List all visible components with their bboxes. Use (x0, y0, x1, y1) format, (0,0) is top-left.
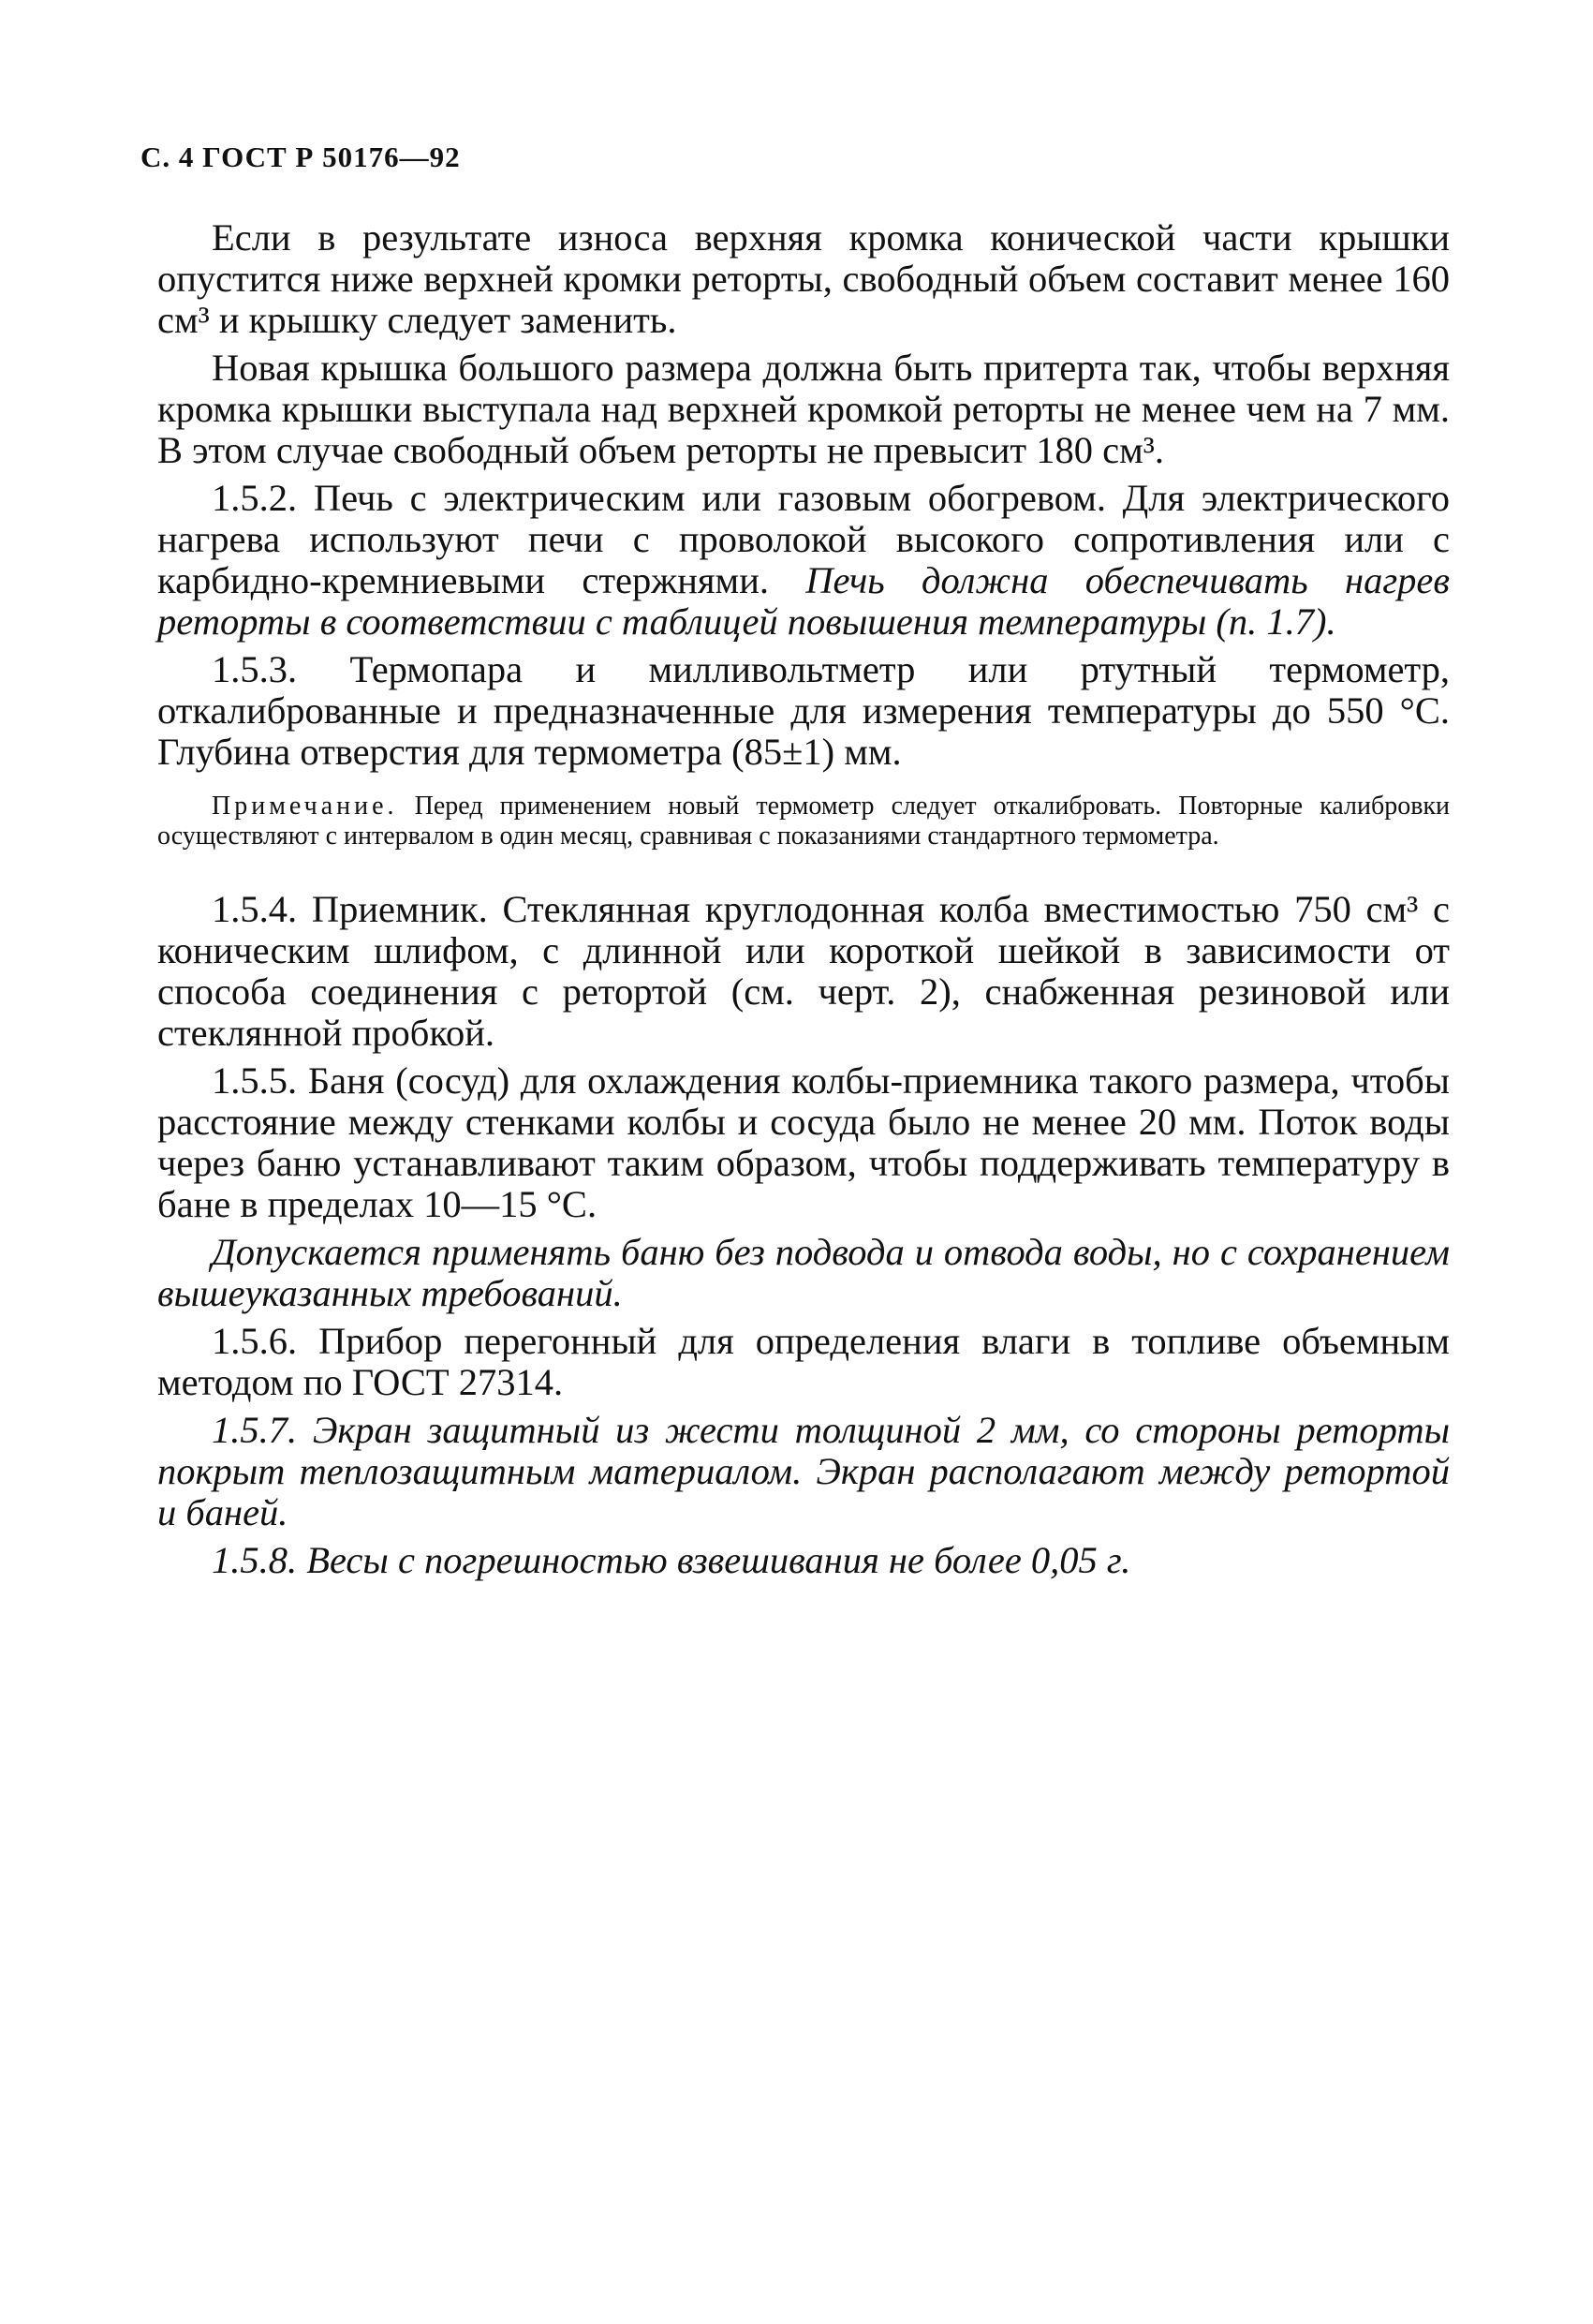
paragraph-1-5-2 (157, 478, 1450, 643)
paragraph-1-5-8: 1.5.8. Весы с погрешностью взвешивания не более 0,05 г. (212, 1539, 1131, 1581)
note (157, 792, 1450, 851)
paragraph-bath-allowance: Допускается применять баню без подвода и отвода воды, но с сохранением вышеуказанных требований. (157, 1231, 1450, 1314)
paragraph-1-5-4: 1.5.4. Приемник. Стеклянная круглодонная колба вместимостью 750 см³ с коническим шлифом, с длинной или короткой шейкой в зависимости от способа соединения с ретортой (см. черт. 2), снабженная резиновой или стеклянной пробкой. (157, 888, 1450, 1054)
paragraph-new-lid: Новая крышка большого размера должна быть притерта так, чтобы верхняя кромка крышки выступала над верхней кромкой реторты не менее чем на 7 мм. В этом случае свободный объем реторты не превысит 180 см³. (157, 347, 1450, 471)
document-body (157, 217, 1450, 1588)
furnace-italic-text: Печь должна обеспечивать нагрев реторты в соответствии с таблицей повышения температуры (п. 1.7). (157, 559, 1450, 643)
paragraph-1-5-7: 1.5.7. Экран защитный из жести толщиной 2 мм, со стороны реторты покрыт теплозащитным материалом. Экран располагают между ретортой и баней. (157, 1409, 1450, 1533)
furnace-text: 1.5.2. Печь с электрическим или газовым обогревом. Для электрического нагрева используют печи с проволокой высокого сопротивления или с карбидно-кремниевыми стержнями. (157, 477, 1450, 601)
paragraph-lid-wear: Если в результате износа верхняя кромка конической части крышки опустится ниже верхней кромки реторты, свободный объем составит менее 160 см³ и крышку следует заменить. (157, 216, 1450, 341)
note-text: Перед применением новый термометр следует откалибровать. Повторные калибровки осуществляют с интервалом в один месяц, сравнивая с показаниями стандартного термометра. (157, 792, 1450, 851)
note-label: Примечание. (212, 792, 398, 821)
paragraph-1-5-6: 1.5.6. Прибор перегонный для определения влаги в топливе объемным методом по ГОСТ 27314. (157, 1320, 1450, 1403)
paragraph-1-5-3: 1.5.3. Термопара и милливольтметр или ртутный термометр, откалиброванные и предназначенные для измерения температуры до 550 °С. Глубина отверстия для термометра (85±1) мм. (157, 648, 1450, 773)
page-header: С. 4 ГОСТ Р 50176—92 (140, 141, 461, 173)
paragraph-1-5-5: 1.5.5. Баня (сосуд) для охлаждения колбы-приемника такого размера, чтобы расстояние между стенками колбы и сосуда было не менее 20 мм. Поток воды через баню устанавливают таким образом, чтобы поддерживать температуру в бане в пределах 10—15 °С. (157, 1059, 1450, 1225)
